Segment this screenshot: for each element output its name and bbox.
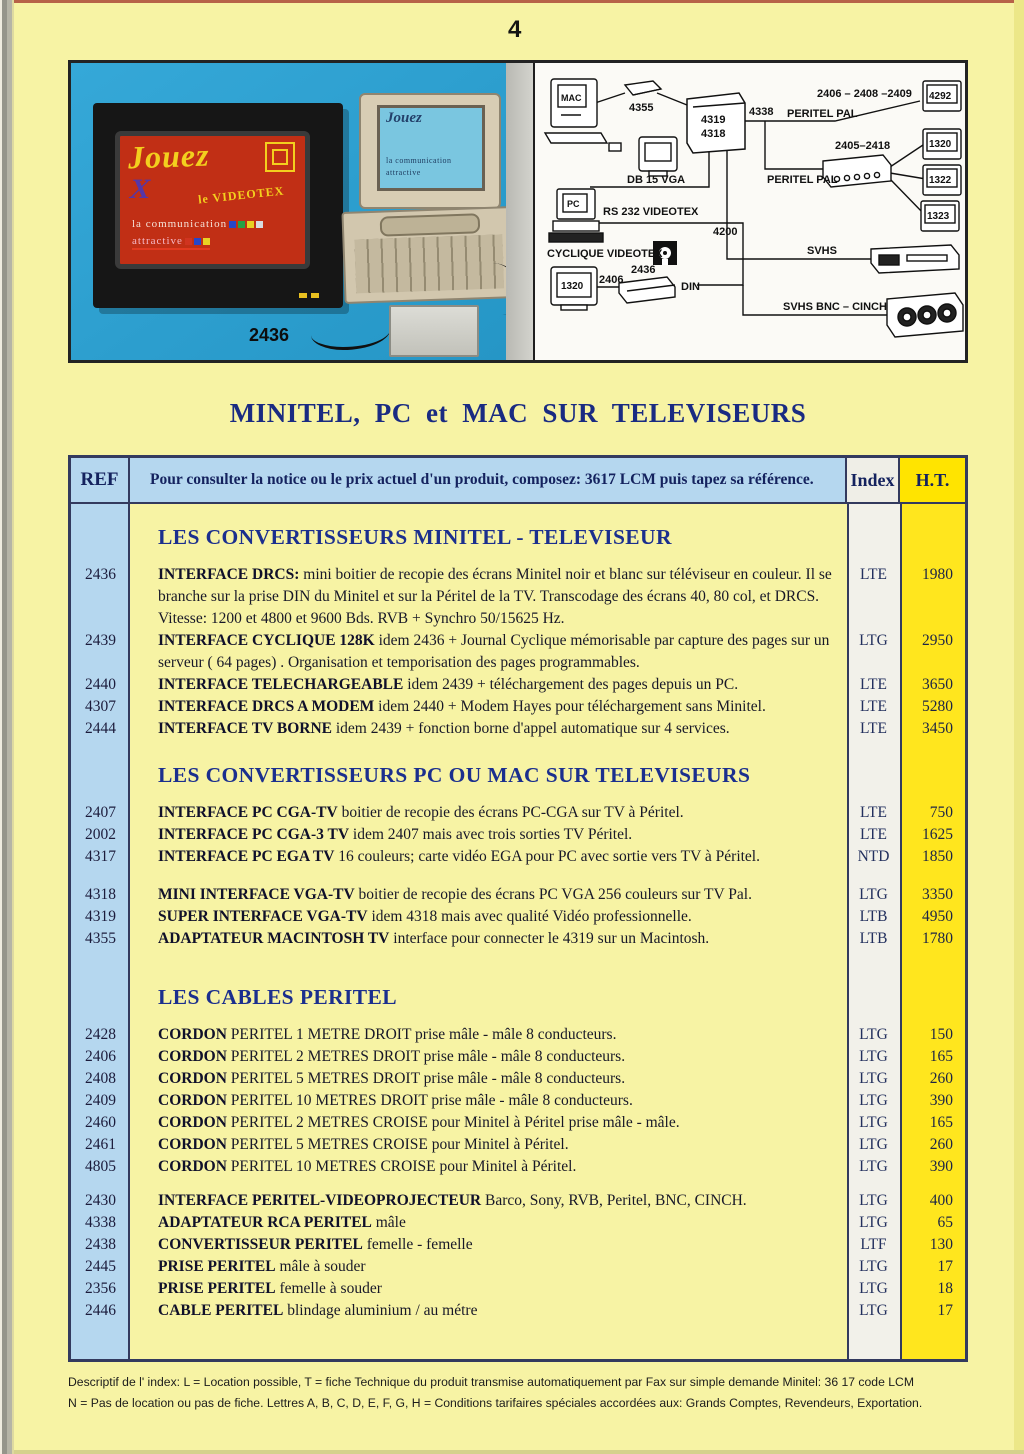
product-name: INTERFACE PC EGA TV [158, 848, 335, 865]
scan-edge-left [0, 0, 14, 1454]
index-cell: LTB [859, 908, 888, 925]
page-title: MINITEL, PC et MAC SUR TELEVISEURS [229, 398, 807, 428]
ref-cell [71, 986, 130, 1008]
page-number: 4 [508, 16, 522, 43]
table-row [71, 1190, 965, 1212]
table-row [71, 1090, 965, 1112]
minitel-handset [380, 213, 481, 236]
product-description: blindage aluminium / au métre [283, 1302, 478, 1319]
section-heading-row [71, 514, 965, 564]
price-cell: 165 [929, 1048, 953, 1065]
section-heading-row [71, 950, 965, 1024]
price-cell: 400 [929, 1192, 953, 1209]
svg-text:RS 232 VIDEOTEX: RS 232 VIDEOTEX [603, 206, 699, 218]
price-cell: 3350 [922, 886, 953, 903]
maze-logo-icon [265, 142, 295, 172]
section-heading: LES CONVERTISSEURS PC OU MAC SUR TELEVISEURS [158, 763, 751, 787]
product-name: CORDON [158, 1136, 227, 1153]
price-cell: 130 [929, 1236, 953, 1253]
desc-cell [130, 564, 847, 630]
product-name: INTERFACE CYCLIQUE 128K [158, 632, 375, 649]
price-cell [900, 986, 965, 1008]
index-cell: LTG [859, 1092, 888, 1109]
ref-cell: 2428 [85, 1026, 116, 1043]
desc-cell [130, 1046, 847, 1068]
product-description: mâle [371, 1214, 406, 1231]
table-row [71, 1234, 965, 1256]
tv-controls [299, 293, 325, 298]
product-description: PERITEL 5 METRES DROIT prise mâle - mâle 8 conducteurs. [226, 1070, 626, 1087]
tv-screen-videotex: le VIDEOTEX [197, 183, 285, 207]
ref-cell: 2408 [85, 1070, 116, 1087]
scan-edge-right [1014, 0, 1024, 1454]
product-description: mâle à souder [275, 1258, 366, 1275]
svg-text:1322: 1322 [929, 175, 952, 186]
desc-cell [130, 884, 847, 906]
table-row [71, 802, 965, 824]
product-description: Barco, Sony, RVB, Peritel, BNC, CINCH. [481, 1192, 747, 1209]
index-cell [847, 986, 900, 1008]
section-heading-row [71, 740, 965, 802]
svg-text:2406 – 2408 –2409: 2406 – 2408 –2409 [817, 88, 912, 100]
product-name: CORDON [158, 1070, 227, 1087]
ref-cell: 2430 [85, 1192, 116, 1209]
ref-cell: 2406 [85, 1048, 116, 1065]
index-cell: LTG [859, 1258, 888, 1275]
product-description: mini boitier de recopie des écrans Minitel noir et blanc sur téléviseur en couleur. Il se branche sur la prise DIN du Minitel et sur la Péritel de la TV. Transcodage des écrans 40, 80 col, et DRCS. Vitesse: 1200 et 4800 et 9600 Bds. RVB + Synchro 50/15625 Hz. [158, 566, 832, 627]
table-row [71, 906, 965, 928]
desc-cell [130, 802, 847, 824]
ref-cell: 4317 [85, 848, 116, 865]
ref-cell: 2440 [85, 676, 116, 693]
table-row [71, 1112, 965, 1134]
product-name: INTERFACE TELECHARGEABLE [158, 676, 404, 693]
table-row [71, 1134, 965, 1156]
product-description: PERITEL 1 METRE DROIT prise mâle - mâle 8 conducteurs. [226, 1026, 617, 1043]
svg-text:4319: 4319 [701, 114, 726, 126]
product-name: ADAPTATEUR MACINTOSH TV [158, 930, 390, 947]
price-cell: 65 [937, 1214, 953, 1231]
desc-cell [130, 1156, 847, 1178]
desc-cell [130, 696, 847, 718]
table-row [71, 824, 965, 846]
product-name: CORDON [158, 1026, 227, 1043]
ref-cell: 2407 [85, 804, 116, 821]
desc-cell [130, 1024, 847, 1046]
ref-cell: 2460 [85, 1114, 116, 1131]
ref-cell: 2446 [85, 1302, 116, 1319]
product-name: CORDON [158, 1092, 227, 1109]
footer-note [68, 1372, 970, 1414]
index-cell: LTG [859, 1158, 888, 1175]
price-cell: 1980 [922, 566, 953, 583]
tv-screen-title: Jouez [127, 136, 211, 176]
header-index: Index [847, 458, 900, 502]
product-name: INTERFACE PERITEL-VIDEOPROJECTEUR [158, 1192, 482, 1209]
table-row [71, 1068, 965, 1090]
price-cell: 3650 [922, 676, 953, 693]
table-row [71, 1300, 965, 1322]
price-cell: 1625 [922, 826, 953, 843]
index-cell: LTG [859, 1048, 888, 1065]
svg-text:2405–2418: 2405–2418 [835, 140, 891, 152]
footer-line2: N = Pas de location ou pas de fiche. Lettres A, B, C, D, E, F, G, H = Conditions tarifaires spéciales accordées aux: Grands Comptes, Revendeurs, Exportation. [68, 1396, 923, 1410]
ref-cell: 2002 [85, 826, 116, 843]
product-name: INTERFACE DRCS A MODEM [158, 698, 375, 715]
index-cell [847, 764, 900, 786]
table-body [71, 504, 965, 1359]
hero-panel [68, 60, 968, 363]
table-row [71, 564, 965, 630]
index-cell: LTB [859, 930, 888, 947]
price-cell: 4950 [922, 908, 953, 925]
desc-cell [130, 986, 847, 1008]
svg-text:PC: PC [567, 199, 580, 209]
ref-cell: 2461 [85, 1136, 116, 1153]
product-description: boitier de recopie des écrans PC VGA 256 couleurs sur TV Pal. [354, 886, 752, 903]
desc-cell [130, 1300, 847, 1322]
index-cell: NTD [857, 848, 890, 865]
index-cell: LTF [860, 1236, 887, 1253]
catalog-table [68, 455, 968, 1362]
ref-cell: 4318 [85, 886, 116, 903]
product-description: PERITEL 10 METRES CROISE pour Minitel à Péritel. [226, 1158, 577, 1175]
price-cell: 165 [929, 1114, 953, 1131]
svg-text:4292: 4292 [929, 91, 952, 102]
svg-text:SVHS: SVHS [807, 245, 837, 257]
product-name: PRISE PERITEL [158, 1258, 276, 1275]
ref-cell: 2439 [85, 632, 116, 649]
desc-cell [130, 1090, 847, 1112]
index-cell: LTE [860, 566, 887, 583]
header-ht: H.T. [900, 458, 965, 502]
price-cell: 17 [937, 1258, 953, 1275]
desc-cell [130, 1256, 847, 1278]
desc-cell [130, 1134, 847, 1156]
desc-cell [130, 718, 847, 740]
product-description: idem 2439 + téléchargement des pages depuis un PC. [403, 676, 739, 693]
desc-cell [130, 674, 847, 696]
cable-left [311, 313, 391, 350]
product-name: SUPER INTERFACE VGA-TV [158, 908, 368, 925]
table-row [71, 846, 965, 868]
price-cell: 390 [929, 1092, 953, 1109]
product-name: MINI INTERFACE VGA-TV [158, 886, 355, 903]
table-row [71, 1156, 965, 1178]
group-gap [71, 868, 965, 884]
svg-text:2406: 2406 [599, 274, 624, 286]
product-description: idem 4318 mais avec qualité Vidéo professionnelle. [367, 908, 692, 925]
index-cell: LTG [859, 632, 888, 649]
ref-cell: 4805 [85, 1158, 116, 1175]
svg-text:CYCLIQUE VIDEOTEX: CYCLIQUE VIDEOTEX [547, 248, 663, 260]
desc-cell [130, 764, 847, 786]
product-name: CABLE PERITEL [158, 1302, 284, 1319]
product-description: femelle - femelle [362, 1236, 473, 1253]
ref-cell: 2438 [85, 1236, 116, 1253]
table-row [71, 1024, 965, 1046]
product-name: CORDON [158, 1158, 227, 1175]
product-name: CONVERTISSEUR PERITEL [158, 1236, 363, 1253]
product-description: idem 2439 + fonction borne d'appel automatique sur 4 services. [331, 720, 730, 737]
table-row [71, 630, 965, 674]
product-description: PERITEL 2 METRES DROIT prise mâle - mâle 8 conducteurs. [226, 1048, 626, 1065]
table-row [71, 718, 965, 740]
svg-text:PERITEL PAL: PERITEL PAL [767, 174, 838, 186]
desc-cell [130, 1190, 847, 1212]
desc-cell [130, 928, 847, 950]
index-cell [847, 526, 900, 548]
tv-screen-logo: X [126, 174, 154, 205]
ref-cell: 2444 [85, 720, 116, 737]
price-cell: 5280 [922, 698, 953, 715]
index-cell: LTG [859, 1114, 888, 1131]
ref-cell [71, 526, 130, 548]
minitel-screen-line2: la communication [386, 156, 452, 165]
scan-edge-bottom [0, 1450, 1024, 1454]
wiring-diagram-svg [535, 63, 965, 358]
product-description: idem 2407 mais avec trois sorties TV Péritel. [349, 826, 633, 843]
svg-text:1320: 1320 [929, 139, 952, 150]
table-row [71, 884, 965, 906]
desc-cell [130, 1234, 847, 1256]
scan-edge-top [0, 0, 1024, 3]
desc-cell [130, 1278, 847, 1300]
group-gap [71, 1178, 965, 1190]
svg-text:4355: 4355 [629, 102, 654, 114]
price-cell: 2950 [922, 632, 953, 649]
ref-cell: 2356 [85, 1280, 116, 1297]
product-description: interface pour connecter le 4319 sur un Macintosh. [389, 930, 710, 947]
index-cell: LTG [859, 1192, 888, 1209]
product-name: INTERFACE DRCS: [158, 566, 300, 583]
desc-cell [130, 526, 847, 548]
product-description: PERITEL 10 METRES DROIT prise mâle - mâle 8 conducteurs. [226, 1092, 633, 1109]
ref-cell: 2436 [85, 566, 116, 583]
price-cell: 150 [929, 1026, 953, 1043]
ref-cell: 4355 [85, 930, 116, 947]
desc-cell [130, 1068, 847, 1090]
table-header [71, 458, 965, 504]
svg-text:SVHS BNC – CINCH: SVHS BNC – CINCH [783, 301, 887, 313]
svg-text:DIN: DIN [681, 281, 700, 293]
desc-cell [130, 906, 847, 928]
product-name: INTERFACE TV BORNE [158, 720, 332, 737]
table-row [71, 1256, 965, 1278]
price-cell [900, 526, 965, 548]
index-cell: LTE [860, 698, 887, 715]
index-cell: LTG [859, 886, 888, 903]
price-cell: 1780 [922, 930, 953, 947]
minitel-screen [377, 105, 485, 191]
product-description: PERITEL 5 METRES CROISE pour Minitel à Péritel. [226, 1136, 569, 1153]
ref-cell [71, 764, 130, 786]
svg-text:DB 15 VGA: DB 15 VGA [627, 174, 686, 186]
product-name: ADAPTATEUR RCA PERITEL [158, 1214, 372, 1231]
table-row [71, 1046, 965, 1068]
price-cell: 3450 [922, 720, 953, 737]
ref-cell: 2409 [85, 1092, 116, 1109]
index-cell: LTE [860, 676, 887, 693]
minitel-display-image [359, 93, 501, 209]
photo-caption: 2436 [249, 325, 290, 345]
tv-screen-line4: attractive [132, 235, 210, 250]
tv-screen [115, 131, 310, 269]
desc-cell [130, 630, 847, 674]
product-description: boitier de recopie des écrans PC-CGA sur TV à Péritel. [337, 804, 684, 821]
table-row [71, 696, 965, 718]
product-name: CORDON [158, 1114, 227, 1131]
table-row [71, 1212, 965, 1234]
product-name: CORDON [158, 1048, 227, 1065]
product-description: femelle à souder [275, 1280, 382, 1297]
product-photo [71, 63, 506, 360]
index-cell: LTG [859, 1302, 888, 1319]
header-ref: REF [71, 458, 130, 502]
svg-text:4338: 4338 [749, 106, 774, 118]
product-description: PERITEL 2 METRES CROISE pour Minitel à Péritel prise mâle - mâle. [226, 1114, 680, 1131]
product-name: INTERFACE PC CGA-3 TV [158, 826, 350, 843]
price-cell: 260 [929, 1136, 953, 1153]
svg-text:1323: 1323 [927, 211, 950, 222]
product-name: INTERFACE PC CGA-TV [158, 804, 338, 821]
svg-text:1320: 1320 [561, 281, 584, 292]
index-cell: LTE [860, 720, 887, 737]
ref-cell: 4338 [85, 1214, 116, 1231]
price-cell: 260 [929, 1070, 953, 1087]
index-cell: LTG [859, 1214, 888, 1231]
photo-diagram-divider [506, 63, 533, 360]
index-cell: LTG [859, 1136, 888, 1153]
index-cell: LTE [860, 804, 887, 821]
ref-cell: 4319 [85, 908, 116, 925]
ref-cell: 2445 [85, 1258, 116, 1275]
desc-cell [130, 1212, 847, 1234]
table-row [71, 1278, 965, 1300]
interface-box-image [389, 305, 479, 357]
price-cell: 390 [929, 1158, 953, 1175]
table-row [71, 674, 965, 696]
index-cell: LTE [860, 826, 887, 843]
price-cell: 18 [937, 1280, 953, 1297]
index-cell: LTG [859, 1026, 888, 1043]
svg-text:MAC: MAC [561, 93, 582, 103]
price-cell [900, 764, 965, 786]
index-cell: LTG [859, 1070, 888, 1087]
minitel-screen-title: Jouez [386, 110, 422, 126]
svg-text:4318: 4318 [701, 128, 726, 140]
header-instruction: Pour consulter la notice ou le prix actuel d'un produit, composez: 3617 LCM puis tapez sa référence. [130, 458, 847, 502]
price-cell: 17 [937, 1302, 953, 1319]
minitel-screen-line3: attractive [386, 168, 421, 177]
ref-cell: 4307 [85, 698, 116, 715]
section-heading: LES CONVERTISSEURS MINITEL - TELEVISEUR [158, 525, 672, 549]
svg-text:2436: 2436 [631, 264, 656, 276]
table-row [71, 928, 965, 950]
desc-cell [130, 846, 847, 868]
svg-text:PERITEL PAL: PERITEL PAL [787, 108, 858, 120]
product-description: 16 couleurs; carte vidéo EGA pour PC avec sortie vers TV à Péritel. [334, 848, 760, 865]
footer-line1: Descriptif de l' index: L = Location possible, T = fiche Technique du produit transmise automatiquement par Fax sur simple demande Minitel: 36 17 code LCM [68, 1375, 914, 1389]
wiring-diagram [533, 63, 965, 360]
price-cell: 750 [929, 804, 953, 821]
index-cell: LTG [859, 1280, 888, 1297]
product-description: idem 2440 + Modem Hayes pour téléchargement sans Minitel. [374, 698, 766, 715]
product-description: idem 2436 + Journal Cyclique mémorisable par capture des pages sur un serveur ( 64 pages) . Organisation et temporisation des pages programmables. [158, 632, 830, 671]
tv-screen-line3: la communication [132, 218, 263, 230]
product-name: PRISE PERITEL [158, 1280, 276, 1297]
desc-cell [130, 824, 847, 846]
price-cell: 1850 [922, 848, 953, 865]
tv-set-image [93, 103, 343, 308]
svg-text:4200: 4200 [713, 226, 738, 238]
section-heading: LES CABLES PERITEL [158, 985, 398, 1009]
desc-cell [130, 1112, 847, 1134]
